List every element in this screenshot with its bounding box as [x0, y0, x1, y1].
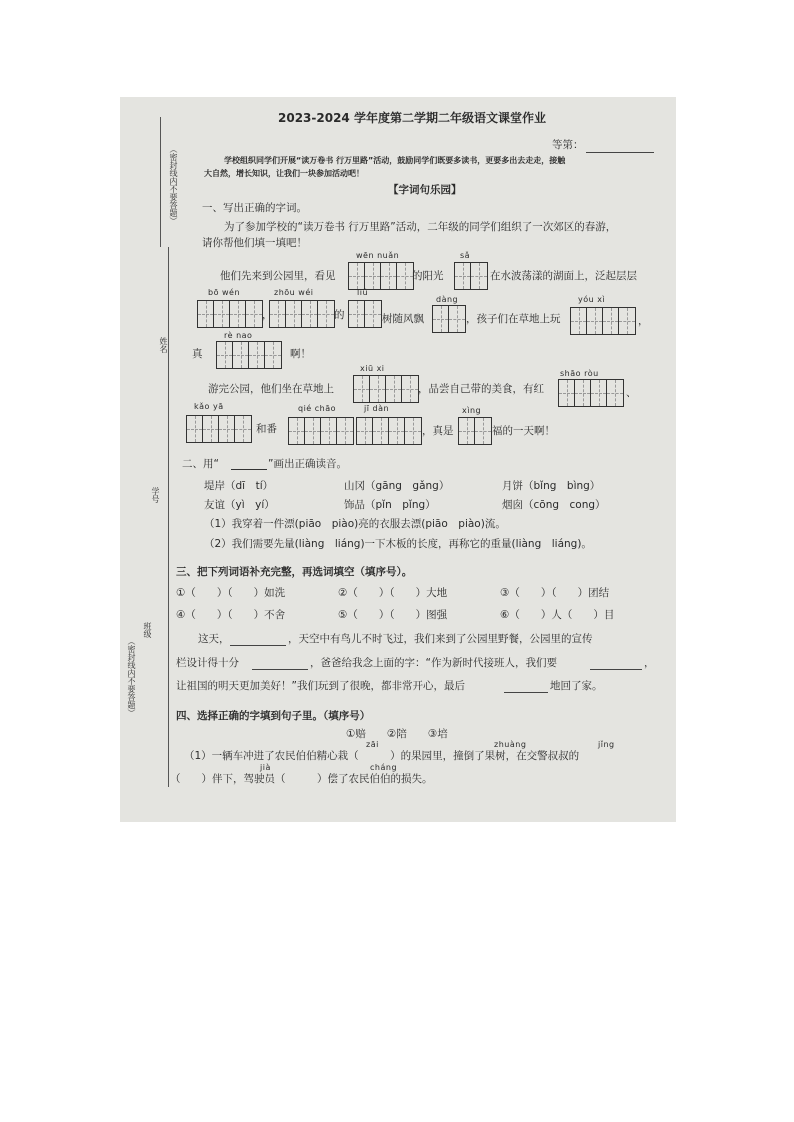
page-title: 2023-2024 学年度第二学期二年级语文课堂作业 [278, 111, 546, 125]
student-id-label: 学号 [151, 487, 160, 503]
class-label: 班级 [143, 622, 152, 638]
q1-text: 和番 [256, 423, 277, 435]
binding-line [168, 247, 169, 787]
idiom-item[interactable]: ④（ ）（ ）不舍 [176, 609, 286, 621]
q3-passage: 让祖国的明天更加美好！”我们玩到了很晚，都非常开心，最后 [176, 680, 465, 692]
q3-passage: 栏设计得十分 [176, 657, 239, 669]
reading-choice[interactable]: 烟囱（cōng cong） [502, 499, 606, 511]
idiom-item[interactable]: ⑤（ ）（ ）图强 [338, 609, 448, 621]
pinyin-bowen: bō wén [208, 288, 241, 297]
answer-grid-bowen[interactable] [197, 300, 263, 328]
reading-choice[interactable]: 堤岸（dī tí） [204, 480, 274, 492]
reading-choice[interactable]: 友谊（yì yí） [204, 499, 275, 511]
q2-heading: 二、用“ [182, 458, 219, 470]
answer-grid-renao[interactable] [216, 341, 282, 369]
q4-heading: 四、选择正确的字填到句子里。（填序号） [176, 710, 371, 722]
q3-heading: 三、把下列词语补充完整，再选词填空（填序号）。 [176, 566, 413, 578]
answer-grid-liu[interactable] [348, 300, 382, 328]
q1-paragraph: 为了参加学校的“读万卷书 行万里路”活动，二年级的同学们组织了一次郊区的春游， [224, 221, 617, 233]
q1-text: ， [638, 315, 649, 327]
q1-text: ，真是 [422, 425, 454, 437]
answer-grid-jidan[interactable] [356, 417, 422, 445]
pinyin-xiuxi: xiū xi [360, 364, 385, 373]
underline-sample [231, 469, 267, 470]
q1-text: 树随风飘 [382, 313, 424, 325]
q1-paragraph: 请你帮他们填一填吧！ [202, 237, 307, 249]
intro-text: 大自然，增长知识，让我们一块参加活动吧！ [204, 169, 364, 178]
name-label: 姓名 [159, 337, 168, 353]
grade-label: 等第： [552, 139, 584, 151]
answer-grid-dang[interactable] [432, 305, 466, 333]
reading-choice[interactable]: 月饼（bǐng bìng） [502, 480, 601, 492]
pinyin-liu: liǔ [357, 288, 369, 297]
pinyin-zai: zāi [366, 740, 379, 749]
seal-notice-top: （密封线内不要答题） [169, 145, 178, 225]
pinyin-shaorou: shāo ròu [560, 369, 599, 378]
q1-text: 他们先来到公园里，看见 [220, 270, 336, 282]
q3-passage: ，爸爸给我念上面的字：“作为新时代接班人，我们要 [310, 657, 557, 669]
q2-sentence[interactable]: （1）我穿着一件漂(piāo piào)亮的衣服去漂(piāo piào)流。 [204, 518, 506, 530]
q2-sentence[interactable]: （2）我们需要先量(liàng liáng)一下木板的长度，再称它的重量(liàng liáng)。 [204, 538, 592, 550]
pinyin-dang: dàng [436, 295, 459, 304]
answer-grid-shaorou[interactable] [558, 379, 624, 407]
pinyin-jia: jià [260, 763, 271, 772]
q4-sentence[interactable]: （1）一辆车冲进了农民伯伯精心栽（ ）的果园里，撞倒了果树，在交警叔叔的 [184, 750, 580, 762]
pinyin-sa: sǎ [460, 251, 471, 260]
section-title: 【字词句乐园】 [388, 184, 462, 196]
q3-passage: 地回了家。 [550, 680, 603, 692]
idiom-item[interactable]: ①（ ）（ ）如洗 [176, 587, 286, 599]
q1-text: 在水波荡漾的湖面上，泛起层层 [490, 270, 637, 282]
q1-text: 真 [192, 348, 203, 360]
q4-options: ①赔 ②陪 ③培 [346, 728, 448, 740]
q1-heading: 一、写出正确的字词。 [202, 202, 307, 214]
idiom-item[interactable]: ②（ ）（ ）大地 [338, 587, 448, 599]
q3-passage: ，天空中有鸟儿不时飞过，我们来到了公园里野餐，公园里的宣传 [288, 633, 593, 645]
reading-choice[interactable]: 山冈（gāng gǎng） [344, 480, 450, 492]
q3-passage: 这天， [198, 633, 230, 645]
pinyin-zhouwei: zhōu wéi [274, 288, 314, 297]
pinyin-jing: jǐng [598, 740, 615, 749]
q1-text: 的 [334, 309, 345, 321]
answer-grid-xing[interactable] [458, 417, 492, 445]
q1-text: ，孩子们在草地上玩 [466, 313, 561, 325]
binding-line [160, 117, 161, 247]
q3-passage: ， [644, 657, 655, 669]
answer-grid-qiechao[interactable] [288, 417, 354, 445]
reading-choice[interactable]: 饰品（pǐn pǐng） [344, 499, 436, 511]
pinyin-kaoya: kǎo yā [194, 402, 224, 411]
seal-notice-bottom: （密封线内不要答题） [127, 637, 136, 717]
idiom-item[interactable]: ③（ ）（ ）团结 [500, 587, 610, 599]
q1-text: 啊！ [290, 348, 311, 360]
q1-text: 游完公园，他们坐在草地上 [208, 383, 334, 395]
answer-grid-xiuxi[interactable] [353, 375, 419, 403]
fill-blank[interactable] [504, 692, 548, 693]
q4-sentence[interactable]: （ ）伴下，驾驶员（ ）偿了农民伯伯的损失。 [170, 773, 433, 785]
fill-blank[interactable] [230, 645, 286, 646]
pinyin-renao: rè nao [224, 331, 253, 340]
fill-blank[interactable] [252, 669, 308, 670]
fill-blank[interactable] [590, 669, 642, 670]
pinyin-chang: cháng [370, 763, 398, 772]
answer-grid-wennuan[interactable] [348, 262, 414, 290]
answer-grid-kaoya[interactable] [186, 415, 252, 443]
q1-text: ， [262, 309, 273, 321]
answer-grid-youxi[interactable] [570, 307, 636, 335]
pinyin-xing: xìng [462, 406, 482, 415]
pinyin-jidan: jī dàn [364, 404, 390, 413]
q1-text: 福的一天啊！ [492, 425, 555, 437]
q1-text: 、 [626, 387, 637, 399]
worksheet-photo [120, 97, 676, 822]
q2-heading: ”画出正确读音。 [268, 458, 347, 470]
q1-text: 的阳光 [412, 270, 444, 282]
grade-blank [586, 152, 654, 153]
pinyin-zhuang: zhuàng [494, 740, 527, 749]
pinyin-wennuan: wēn nuǎn [356, 251, 400, 260]
idiom-item[interactable]: ⑥（ ）人（ ）目 [500, 609, 615, 621]
pinyin-youxi: yóu xì [578, 295, 606, 304]
q1-text: ，品尝自己带的美食，有红 [418, 383, 544, 395]
answer-grid-zhouwei[interactable] [269, 300, 335, 328]
answer-grid-sa[interactable] [454, 262, 488, 290]
intro-text: 学校组织同学们开展“读万卷书 行万里路”活动，鼓励同学们既要多读书，更要多出去走走，接触 [224, 156, 566, 165]
pinyin-qiechao: qié chāo [298, 404, 337, 413]
